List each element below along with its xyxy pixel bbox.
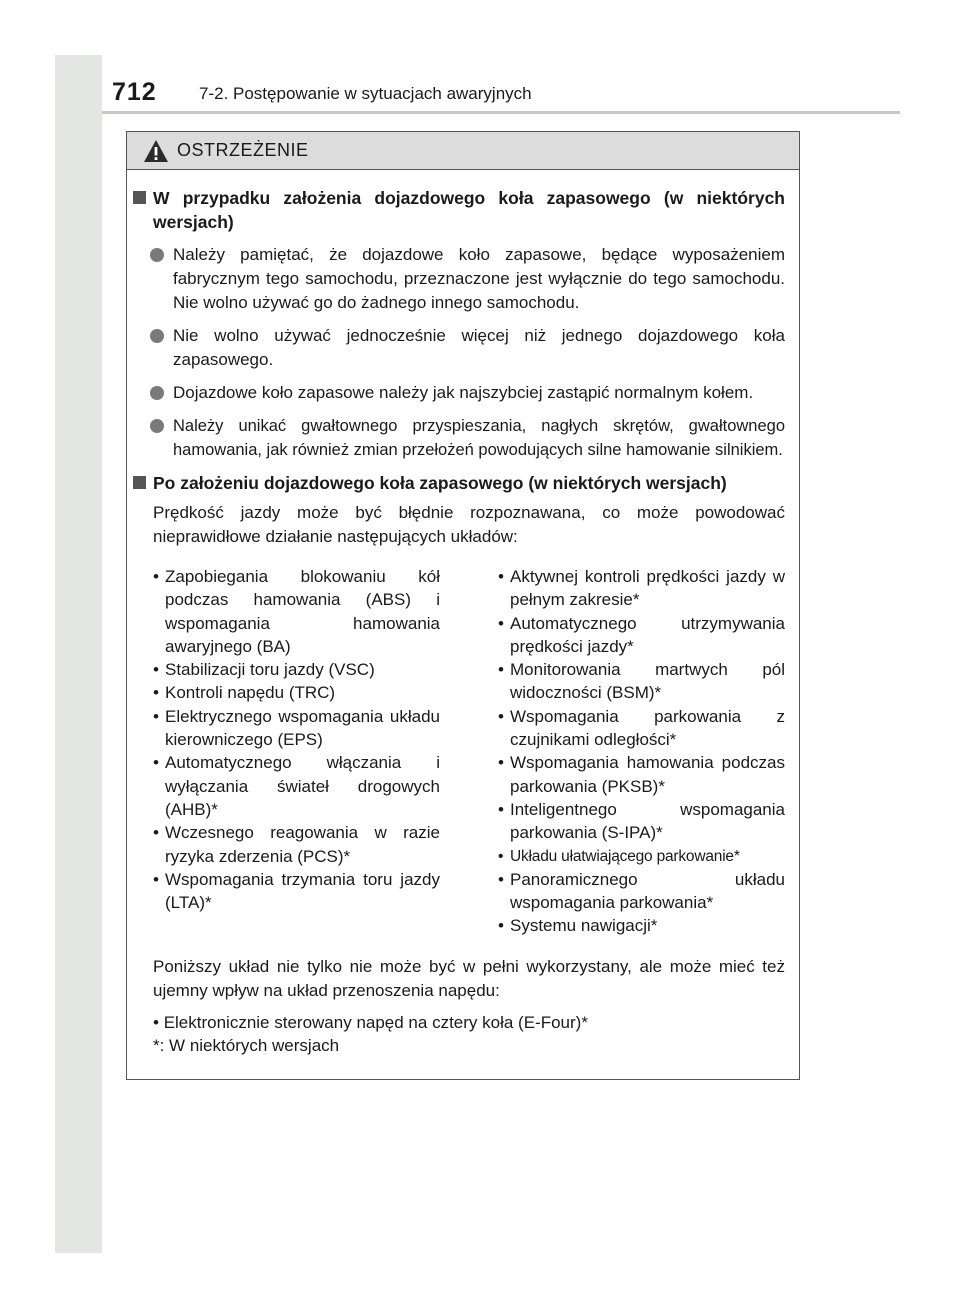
bullet-text: Dojazdowe koło zapasowe należy jak najszybciej zastąpić normalnym kołem. [173, 383, 754, 402]
footnote: *: W niektórych wersjach [153, 1036, 340, 1056]
list-item: • Zapobiegania blokowaniu kół podczas hamowania (ABS) i wspomagania hamowania awaryjnego (BA) [153, 567, 440, 656]
section-heading-after-fitting [133, 471, 785, 495]
intro-paragraph: Prędkość jazdy może być błędnie rozpoznawana, co może powodować nieprawidłowe działanie następujących układów: [153, 503, 785, 546]
right-systems-list [498, 565, 785, 938]
side-band [55, 55, 102, 1253]
bullet-text: Należy unikać gwałtownego przyspieszania, nagłych skrętów, gwałtownego hamowania, jak również zmian przełożeń powodujących silne hamowanie silnikiem. [173, 417, 785, 459]
list-item: • Automatycznego włączania i wyłączania świateł drogowych (AHB)* [153, 753, 440, 819]
list-item: • Systemu nawigacji* [498, 916, 658, 936]
left-systems-list [153, 565, 440, 938]
list-item: • Układu ułatwiającego parkowanie* [498, 847, 740, 865]
round-bullet-icon [150, 248, 164, 262]
warning-triangle-icon [143, 139, 169, 163]
bullet-text: Nie wolno używać jednocześnie więcej niż jednego dojazdowego koła zapasowego. [173, 326, 785, 369]
warning-bullet [133, 381, 785, 405]
list-item: • Wspomagania parkowania z czujnikami odległości* [498, 706, 785, 750]
bullet-text: Należy pamiętać, że dojazdowe koło zapasowe, będące wyposażeniem fabrycznym tego samochodu, przeznaczone jest wyłącznie do tego samochodu. Nie wolno używać go do żadnego innego samochodu. [173, 245, 785, 312]
header-rule [102, 111, 900, 114]
list-item: • Stabilizacji toru jazdy (VSC) [153, 660, 375, 680]
page-number: 712 [112, 78, 157, 106]
warning-content [127, 170, 799, 1079]
list-item: • Wspomagania hamowania podczas parkowania (PKSB)* [498, 753, 785, 796]
list-item: • Automatycznego utrzymywania prędkości jazdy* [498, 613, 785, 656]
list-item: • Wczesnego reagowania w razie ryzyka zderzenia (PCS)* [153, 823, 440, 866]
chapter-title: 7-2. Postępowanie w sytuacjach awaryjnych [199, 84, 532, 103]
list-item: • Kontroli napędu (TRC) [153, 683, 336, 703]
warning-bullet [133, 414, 785, 462]
round-bullet-icon [150, 329, 164, 343]
warning-bullet [133, 324, 785, 372]
list-item: • Elektrycznego wspomagania układu kierowniczego (EPS) [153, 706, 440, 750]
square-marker-icon [133, 476, 146, 489]
affected-systems-lists [133, 565, 785, 938]
warning-bullet [133, 243, 785, 315]
warning-header [127, 132, 799, 170]
warning-box [126, 131, 800, 1080]
section-heading-spare-wheel [133, 186, 785, 234]
section-heading-text: Po założeniu dojazdowego koła zapasowego (w niektórych wersjach) [153, 473, 727, 493]
list-item: • Aktywnej kontroli prędkości jazdy w pełnym zakresie* [498, 567, 785, 610]
list-item: • Monitorowania martwych pól widoczności (BSM)* [498, 660, 785, 703]
list-item: • Panoramicznego układu wspomagania parkowania* [498, 869, 785, 913]
round-bullet-icon [150, 386, 164, 400]
list-item: • Wspomagania trzymania toru jazdy (LTA)* [153, 869, 440, 913]
round-bullet-icon [150, 419, 164, 433]
list-item: • Inteligentnego wspomagania parkowania (S-IPA)* [498, 799, 785, 843]
square-marker-icon [133, 191, 146, 204]
section-heading-text: W przypadku założenia dojazdowego koła zapasowego (w niektórych wersjach) [153, 188, 785, 232]
outro-paragraph: Poniższy układ nie tylko nie może być w pełni wykorzystany, ale może mieć też ujemny wpływ na układ przenoszenia napędu: [153, 956, 785, 1000]
warning-title: OSTRZEŻENIE [177, 140, 309, 160]
extra-list-item: • Elektronicznie sterowany napęd na cztery koła (E-Four)* [153, 1012, 588, 1032]
